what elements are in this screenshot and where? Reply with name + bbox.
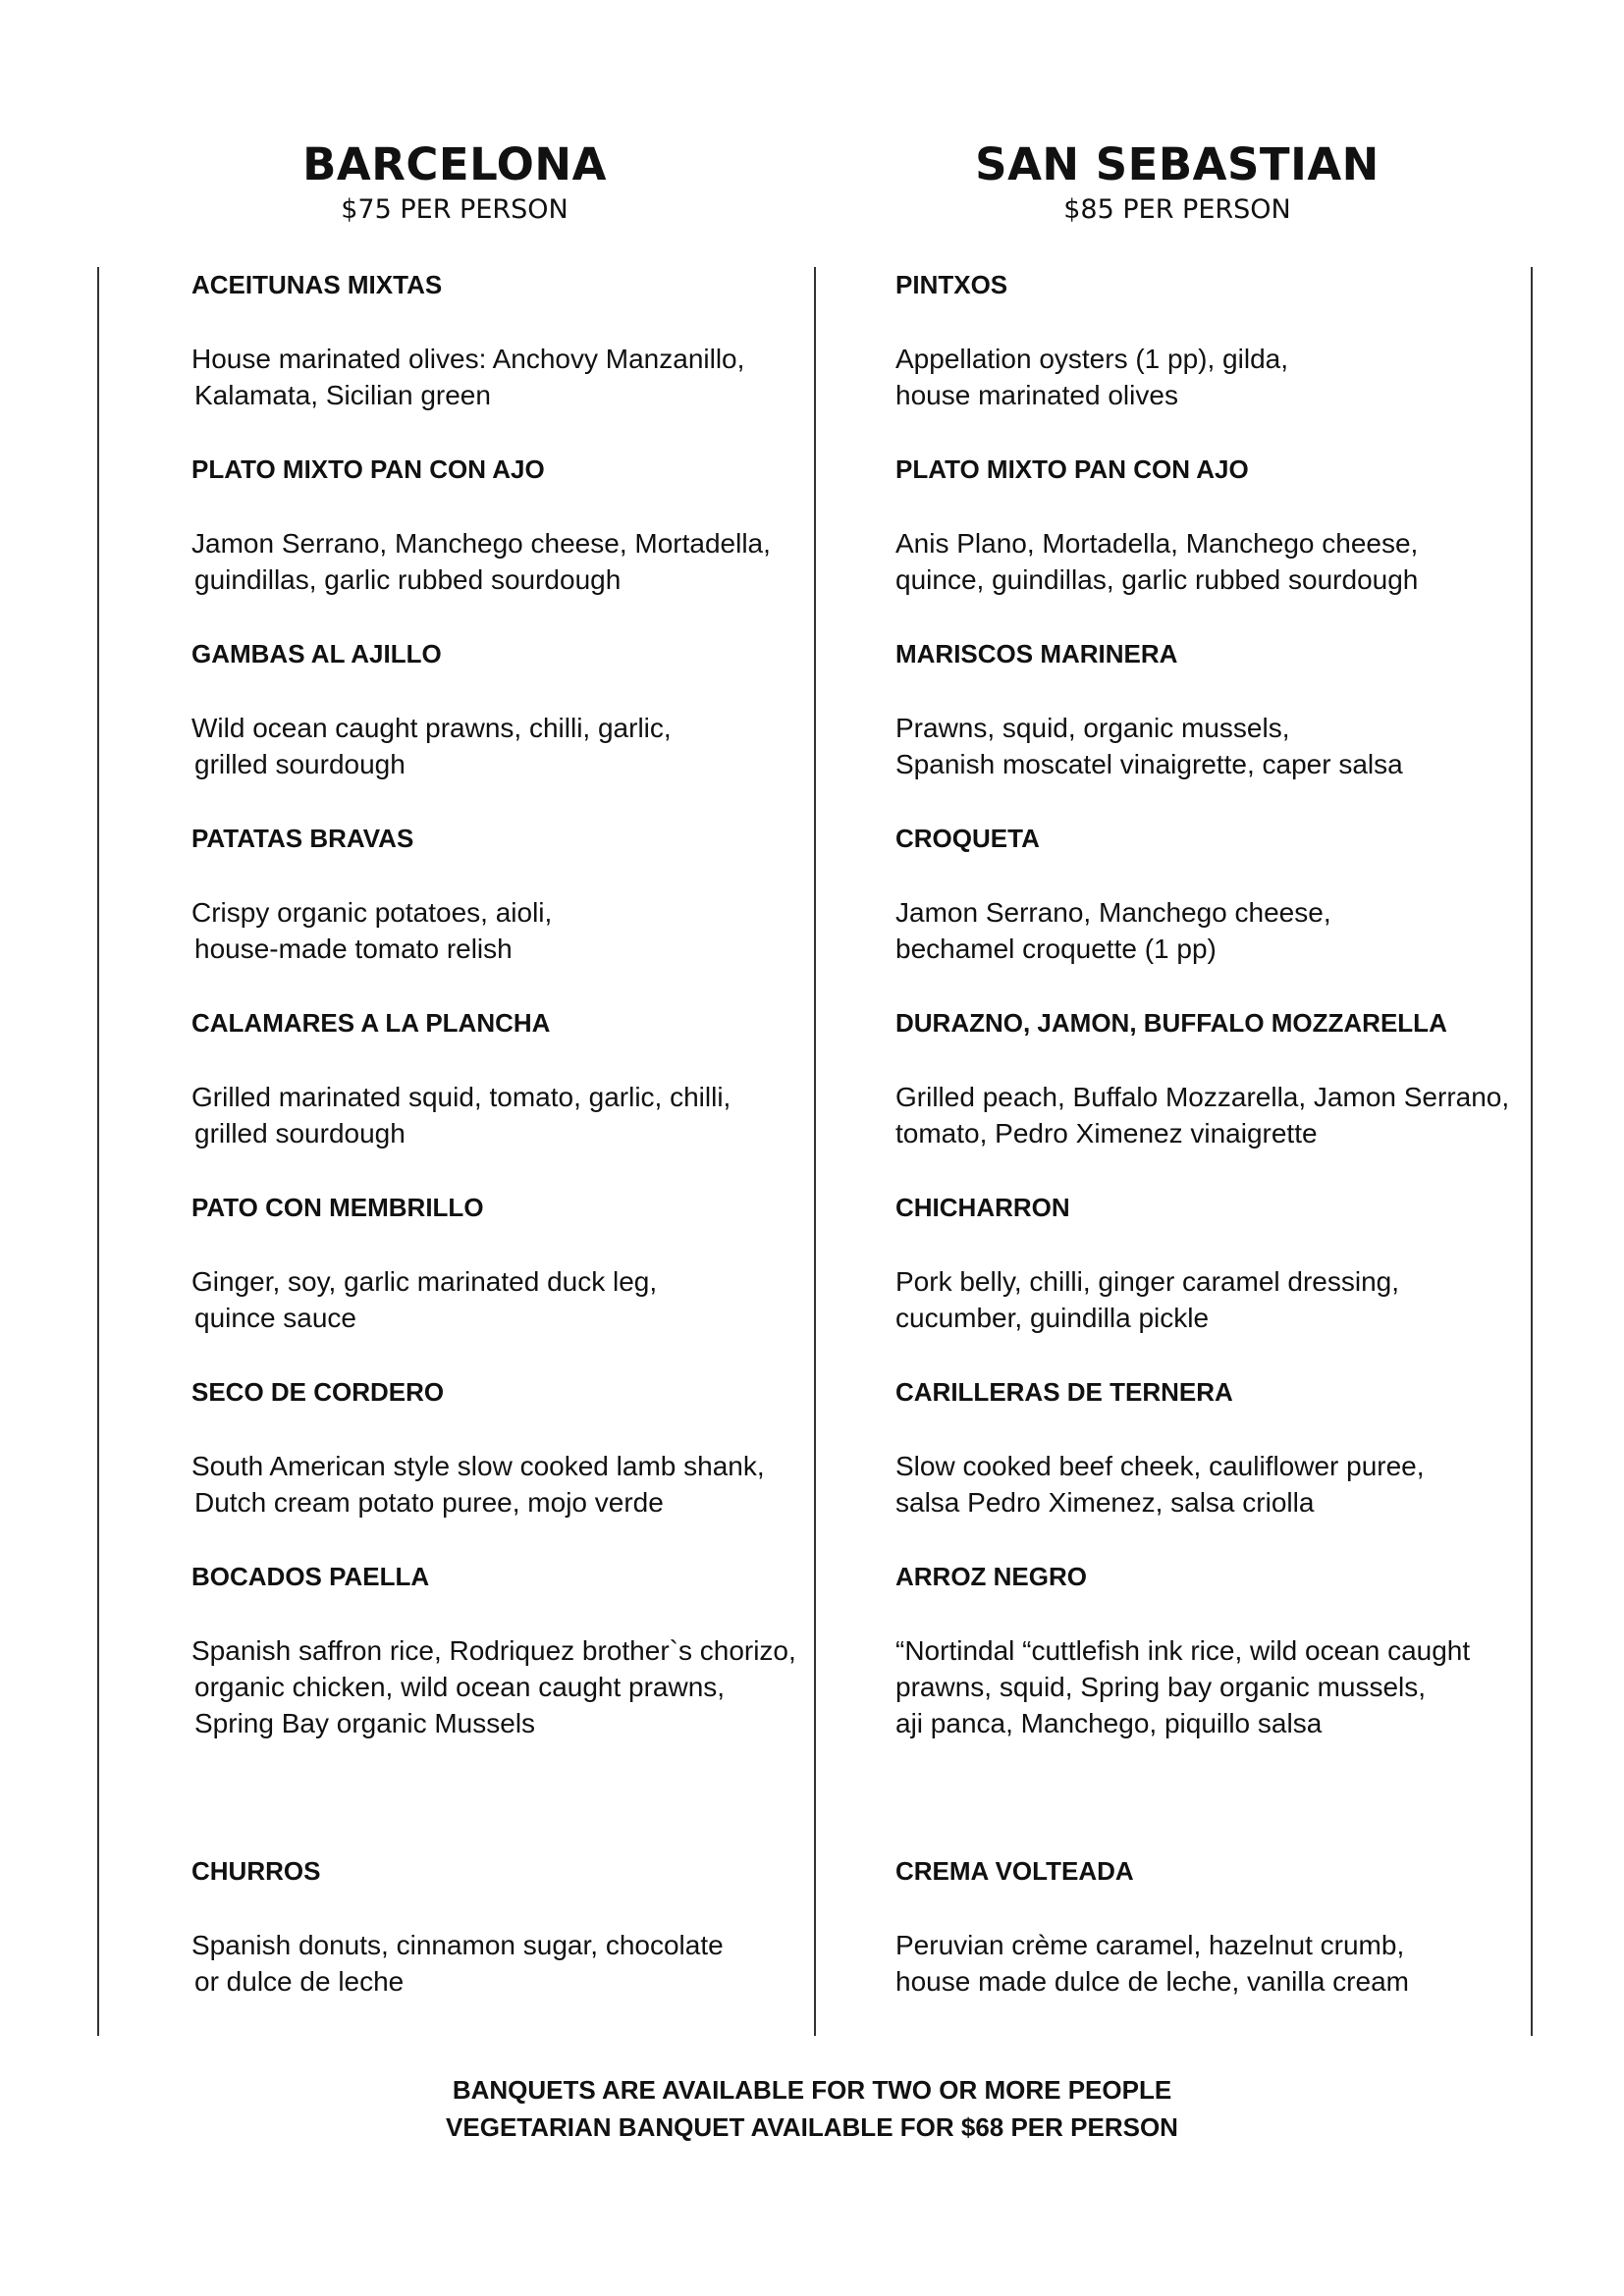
dish-name: ARROZ NEGRO [895, 1562, 1087, 1591]
dish-description-line: Ginger, soy, garlic marinated duck leg, [191, 1266, 658, 1297]
dish-description-line: Slow cooked beef cheek, cauliflower puree, [895, 1451, 1425, 1481]
dish-description-line: Spanish donuts, cinnamon sugar, chocolate [191, 1930, 724, 1960]
dish-description-line: Kalamata, Sicilian green [194, 380, 491, 410]
dish-description-line: House marinated olives: Anchovy Manzanillo, [191, 344, 745, 374]
dish-description [191, 1927, 839, 2000]
dish-description [895, 1927, 1543, 2000]
dish-name: CROQUETA [895, 824, 1040, 853]
dish-description-line: cucumber, guindilla pickle [895, 1303, 1210, 1333]
dish-description [895, 1632, 1543, 1741]
dish-name: SECO DE CORDERO [191, 1377, 445, 1407]
dish-description [895, 710, 1543, 782]
dish-name: PATO CON MEMBRILLO [191, 1193, 484, 1222]
banquet-footer [0, 2071, 1624, 2146]
dish-description-line: quince sauce [194, 1303, 357, 1333]
dish-description [895, 894, 1543, 967]
dish-description [895, 1079, 1543, 1151]
dish-description [191, 1263, 839, 1336]
san-sebastian-price: $85 PER PERSON [1063, 194, 1291, 225]
dish-plato-mixto [191, 452, 839, 598]
dish-description-line: quince, guindillas, garlic rubbed sourdough [895, 564, 1419, 595]
dish-description-line: Dutch cream potato puree, mojo verde [194, 1487, 664, 1518]
dish-patatas-bravas [191, 821, 839, 967]
dish-name: BOCADOS PAELLA [191, 1562, 430, 1591]
dish-description [191, 525, 839, 598]
dish-plato-mixto-ss [895, 452, 1543, 598]
dish-description-line: prawns, squid, Spring bay organic mussels, [895, 1672, 1427, 1702]
dish-description-line: house made dulce de leche, vanilla cream [895, 1966, 1409, 1997]
dish-description-line: salsa Pedro Ximenez, salsa criolla [895, 1487, 1315, 1518]
dish-name: PATATAS BRAVAS [191, 824, 414, 853]
dish-description-line: house-made tomato relish [194, 934, 513, 964]
dish-description-line: Pork belly, chilli, ginger caramel dressing, [895, 1266, 1400, 1297]
dish-description-line: bechamel croquette (1 pp) [895, 934, 1217, 964]
footer-line-banquets: BANQUETS ARE AVAILABLE FOR TWO OR MORE PEOPLE [452, 2075, 1172, 2105]
dish-description-line: organic chicken, wild ocean caught prawns, [194, 1672, 726, 1702]
dish-description-line: grilled sourdough [194, 1118, 406, 1148]
dish-name: ACEITUNAS MIXTAS [191, 270, 443, 299]
dish-description-line: “Nortindal “cuttlefish ink rice, wild ocean caught [895, 1635, 1471, 1666]
dish-description-line: aji panca, Manchego, piquillo salsa [895, 1708, 1323, 1738]
dish-description-line: Prawns, squid, organic mussels, [895, 713, 1290, 743]
dish-description-line: Anis Plano, Mortadella, Manchego cheese, [895, 528, 1419, 559]
dish-carilleras-de-ternera [895, 1374, 1543, 1521]
dish-description [895, 341, 1543, 413]
dish-description [895, 525, 1543, 598]
dish-description-line: Spring Bay organic Mussels [194, 1708, 536, 1738]
dish-description [191, 1448, 839, 1521]
dish-description-line: grilled sourdough [194, 749, 406, 779]
dish-description-line: Crispy organic potatoes, aioli, [191, 897, 553, 928]
dish-name: DURAZNO, JAMON, BUFFALO MOZZARELLA [895, 1008, 1447, 1038]
dish-description-line: South American style slow cooked lamb shank, [191, 1451, 765, 1481]
dish-description [191, 341, 839, 413]
dish-description-line: Appellation oysters (1 pp), gilda, [895, 344, 1288, 374]
dish-croqueta [895, 821, 1543, 967]
san-sebastian-header [922, 137, 1433, 228]
dish-seco-de-cordero [191, 1374, 839, 1521]
dish-pato-con-membrillo [191, 1190, 839, 1336]
dish-name: GAMBAS AL AJILLO [191, 639, 442, 668]
dish-chicharron [895, 1190, 1543, 1336]
dish-description [895, 1263, 1543, 1336]
dish-pintxos [895, 267, 1543, 413]
dish-name: MARISCOS MARINERA [895, 639, 1178, 668]
dish-description [191, 894, 839, 967]
dish-description-line: tomato, Pedro Ximenez vinaigrette [895, 1118, 1318, 1148]
footer-line-vegetarian: VEGETARIAN BANQUET AVAILABLE FOR $68 PER PERSON [446, 2112, 1178, 2142]
dish-description [895, 1448, 1543, 1521]
dish-calamares [191, 1005, 839, 1151]
dish-gambas-al-ajillo [191, 636, 839, 782]
dish-description-line: Peruvian crème caramel, hazelnut crumb, [895, 1930, 1405, 1960]
barcelona-header [199, 137, 710, 228]
dish-name: CALAMARES A LA PLANCHA [191, 1008, 551, 1038]
dish-description-line: Jamon Serrano, Manchego cheese, [895, 897, 1331, 928]
dish-description-line: Grilled peach, Buffalo Mozzarella, Jamon Serrano, [895, 1082, 1510, 1112]
dish-mariscos-marinera [895, 636, 1543, 782]
dish-churros [191, 1853, 839, 2000]
dish-name: CARILLERAS DE TERNERA [895, 1377, 1233, 1407]
dish-bocados-paella [191, 1559, 839, 1741]
dish-aceitunas-mixtas [191, 267, 839, 413]
dish-description-line: Wild ocean caught prawns, chilli, garlic, [191, 713, 672, 743]
dish-description-line: guindillas, garlic rubbed sourdough [194, 564, 622, 595]
dish-description [191, 710, 839, 782]
dish-name: PINTXOS [895, 270, 1008, 299]
dish-name: PLATO MIXTO PAN CON AJO [191, 454, 545, 484]
dish-durazno [895, 1005, 1543, 1151]
dish-name: CREMA VOLTEADA [895, 1856, 1134, 1886]
barcelona-title: BARCELONA [302, 138, 607, 190]
dish-name: CHICHARRON [895, 1193, 1070, 1222]
san-sebastian-title: SAN SEBASTIAN [975, 138, 1380, 190]
dish-arroz-negro [895, 1559, 1543, 1741]
dish-description-line: house marinated olives [895, 380, 1178, 410]
dish-description-line: Spanish saffron rice, Rodriquez brother`s chorizo, [191, 1635, 796, 1666]
dish-description-line: or dulce de leche [194, 1966, 405, 1997]
dish-description [191, 1632, 839, 1741]
dish-crema-volteada [895, 1853, 1543, 2000]
dish-description-line: Jamon Serrano, Manchego cheese, Mortadella, [191, 528, 771, 559]
dish-name: CHURROS [191, 1856, 321, 1886]
dish-description-line: Grilled marinated squid, tomato, garlic, chilli, [191, 1082, 731, 1112]
left-border-line [97, 267, 99, 2036]
dish-description [191, 1079, 839, 1151]
barcelona-price: $75 PER PERSON [341, 194, 568, 225]
dish-name: PLATO MIXTO PAN CON AJO [895, 454, 1249, 484]
dish-description-line: Spanish moscatel vinaigrette, caper salsa [895, 749, 1403, 779]
